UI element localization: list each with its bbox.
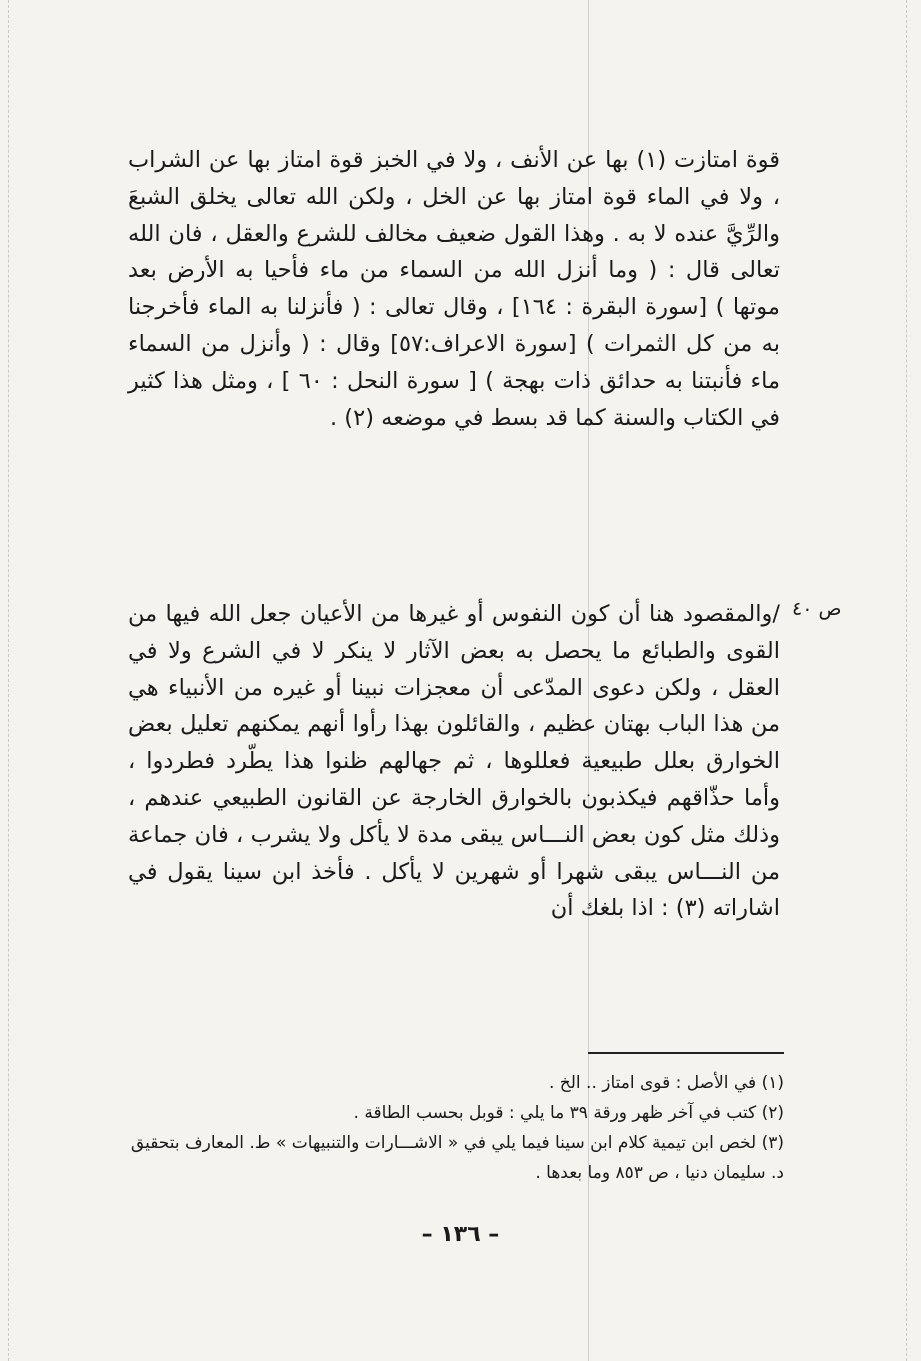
footnote-3: (٣) لخص ابن تيمية كلام ابن سينا فيما يلي في « الاشـــارات والتنبيهات » ط. المعارف بتحقيق د. سليمان دنيا ، ص ٨٥٣ وما بعدها . [130,1133,784,1183]
margin-page-reference: ص ٤٠ [792,598,842,620]
scan-edge-right [906,0,908,1361]
footnote-separator [588,1052,784,1054]
footnotes [120,1068,784,1188]
footnote-2: (٢) كتب في آخر ظهر ورقة ٣٩ ما يلي : قوبل بحسب الطاقة . [353,1103,784,1123]
paragraph-1: قوة امتازت (١) بها عن الأنف ، ولا في الخبز قوة امتاز بها عن الشراب ، ولا في الماء قوة امتاز بها عن الخل ، ولكن الله تعالى يخلق الشبعَ والرِّيَّ عنده لا به . وهذا القول ضعيف مخالف للشرع والعقل ، فان الله تعالى قال : ( وما أنزل الله من السماء من ماء فأحيا به الأرض بعد موتها ) [سورة البقرة : ١٦٤] ، وقال تعالى : ( فأنزلنا به الماء فأخرجنا به من كل الثمرات ) [سورة الاعراف:٥٧] وقال : ( وأنزل من السماء ماء فأنبتنا به حدائق ذات بهجة ) [ سورة النحل : ٦٠ ] ، ومثل هذا كثير في الكتاب والسنة كما قد بسط في موضعه (٢) . [128,147,781,431]
scan-edge-left [8,0,10,1361]
footnote-1: (١) في الأصل : قوى امتاز .. الخ . [548,1073,784,1093]
page-number: – ١٣٦ – [421,1222,500,1247]
paragraph-2: /والمقصود هنا أن كون النفوس أو غيرها من الأعيان جعل الله فيها من القوى والطبائع ما يحصل به بعض الآثار لا ينكر لا في الشرع ولا في العقل ، ولكن دعوى المدّعى أن معجزات نبينا أو غيره من الأنبياء هي من هذا الباب بهتان عظيم ، والقائلون بهذا رأوا أنهم يمكنهم تعليل بعض الخوارق بعلل طبيعية فعللوها ، ثم جهالهم ظنوا هذا يطّرد فطردوا ، وأما حذّاقهم فيكذبون بالخوارق الخارجة عن القانون الطبيعي عندهم ، وذلك مثل كون بعض النـــاس يبقى مدة لا يأكل ولا يشرب ، فان جماعة من النـــاس يبقى شهرا أو شهرين لا يأكل . فأخذ ابن سينا يقول في اشاراته (٣) : اذا بلغك أن [128,601,780,922]
